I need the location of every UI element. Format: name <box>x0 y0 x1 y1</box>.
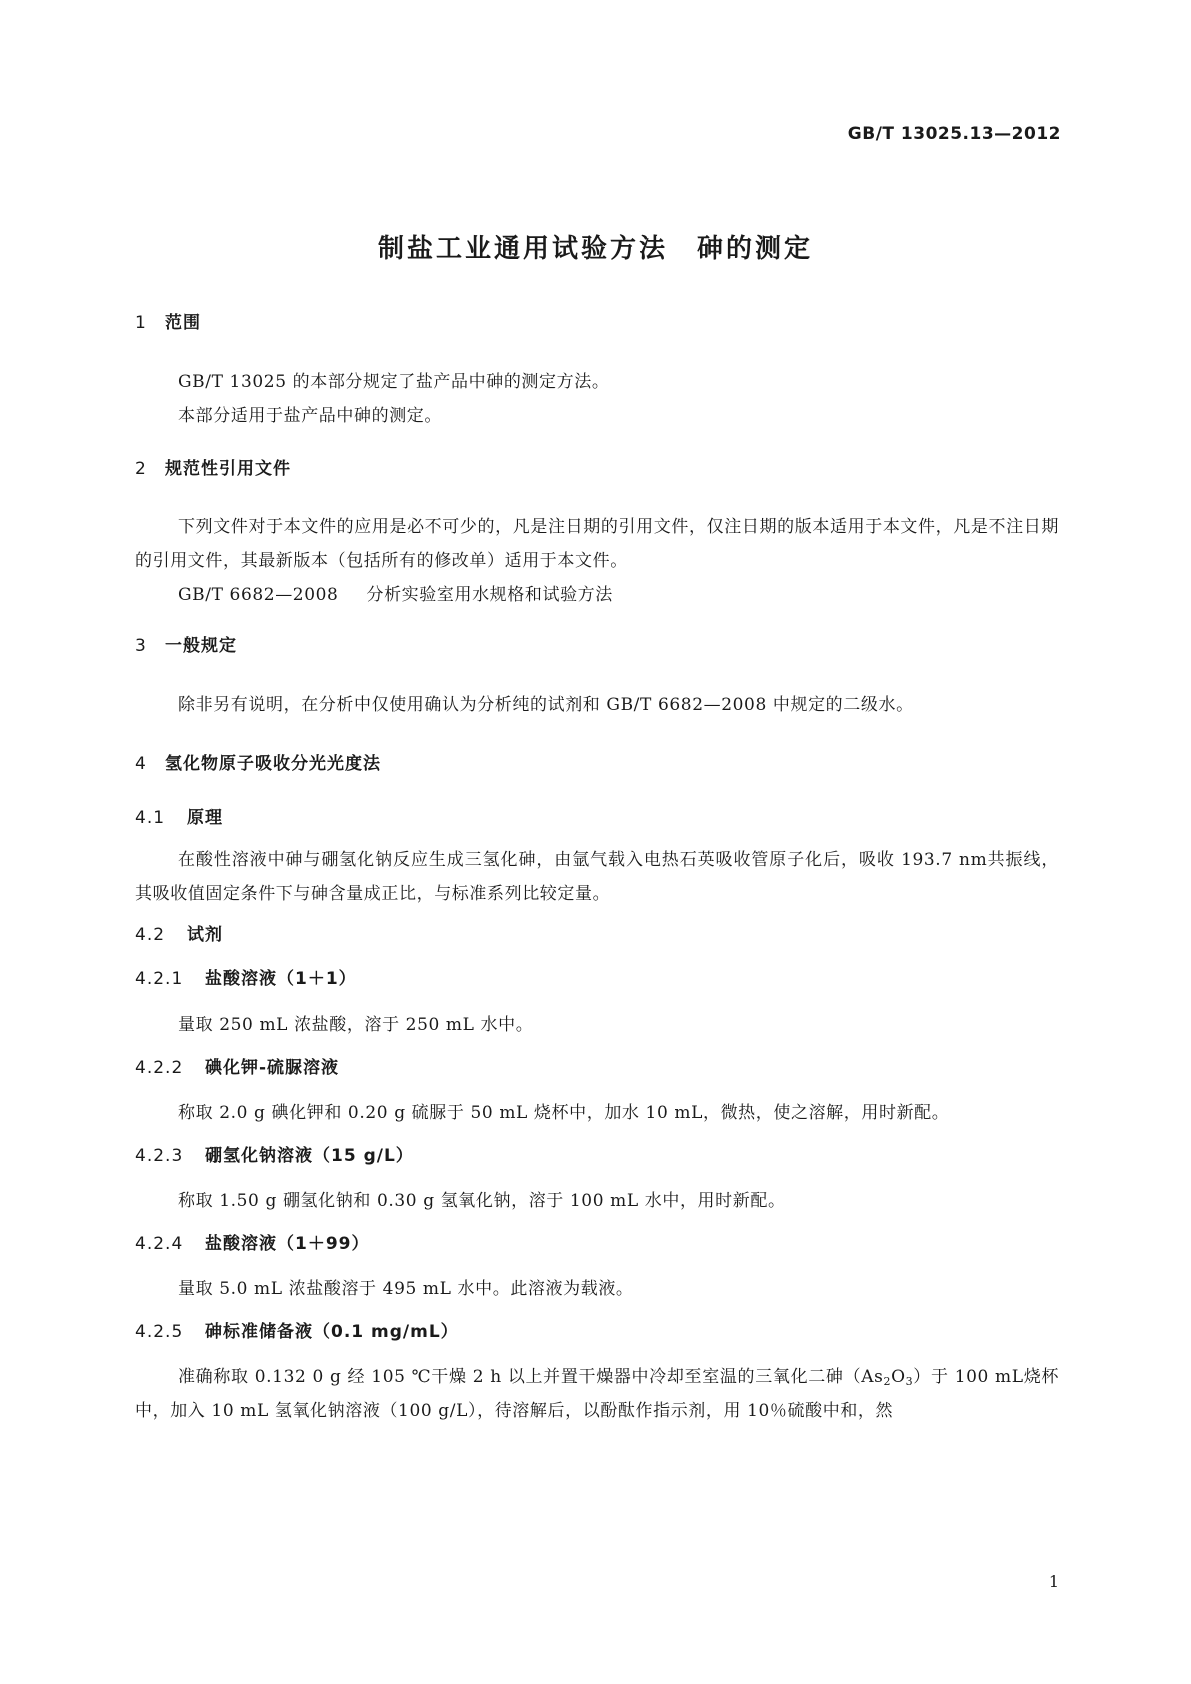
paragraph <box>135 1360 1059 1428</box>
section-title: 盐酸溶液（1＋99） <box>205 1234 370 1254</box>
section-heading <box>135 805 1059 831</box>
section-3-body <box>135 688 1059 722</box>
section-number: 4.2.4 <box>135 1234 184 1254</box>
paragraph: 本部分适用于盐产品中砷的测定。 <box>178 406 442 426</box>
section-heading <box>135 456 1059 482</box>
paragraph: 下列文件对于本文件的应用是必不可少的，凡是注日期的引用文件，仅注日期的版本适用于本文件，凡是不注日期的引用文件，其最新版本（包括所有的修改单）适用于本文件。 <box>135 517 1059 571</box>
section-number: 4.2.1 <box>135 969 184 989</box>
section-4-2-4-body <box>135 1272 1059 1306</box>
page-number: 1 <box>1048 1572 1059 1591</box>
section-heading <box>135 633 1059 659</box>
section-title: 氢化物原子吸收分光光度法 <box>165 754 381 774</box>
paragraph: 称取 2.0 g 碘化钾和 0.20 g 硫脲于 50 mL 烧杯中，加水 10 mL，微热，使之溶解，用时新配。 <box>178 1103 950 1123</box>
section-3 <box>135 633 1059 659</box>
paragraph: 在酸性溶液中砷与硼氢化钠反应生成三氢化砷，由氩气载入电热石英吸收管原子化后，吸收 193.7 nm共振线，其吸收值固定条件下与砷含量成正比，与标准系列比较定量。 <box>135 850 1059 904</box>
document-title: 制盐工业通用试验方法 砷的测定 <box>377 234 813 264</box>
paragraph: 量取 250 mL 浓盐酸，溶于 250 mL 水中。 <box>178 1015 534 1035</box>
section-1-body <box>135 365 1059 433</box>
section-number: 1 <box>135 313 147 333</box>
section-4-2-3 <box>135 1143 1059 1169</box>
section-heading <box>135 1143 1059 1169</box>
paragraph: 除非另有说明，在分析中仅使用确认为分析纯的试剂和 GB/T 6682—2008 中规定的二级水。 <box>178 695 914 715</box>
standard-code: GB/T 13025.13—2012 <box>847 124 1061 144</box>
paragraph: 量取 5.0 mL 浓盐酸溶于 495 mL 水中。此溶液为载液。 <box>178 1279 634 1299</box>
section-title: 碘化钾-硫脲溶液 <box>205 1058 340 1078</box>
section-number: 3 <box>135 636 147 656</box>
section-4 <box>135 751 1059 777</box>
section-heading <box>135 751 1059 777</box>
section-number: 4.2.5 <box>135 1322 184 1342</box>
section-heading <box>135 966 1059 992</box>
section-title: 范围 <box>165 313 201 333</box>
section-title: 砷标准储备液（0.1 mg/mL） <box>205 1322 459 1342</box>
reference-code: GB/T 6682—2008 <box>178 585 339 605</box>
section-heading <box>135 922 1059 948</box>
section-title: 试剂 <box>187 925 223 945</box>
section-2-body <box>135 510 1059 612</box>
text-run: ）于 100 mL烧杯中，加入 10 mL 氢氧化钠溶液（100 g/L），待溶解后，以酚酞作指示剂，用 10％硫酸中和，然 <box>135 1367 1059 1421</box>
section-title: 一般规定 <box>165 636 237 656</box>
section-title: 规范性引用文件 <box>165 459 291 479</box>
section-4-2-5 <box>135 1319 1059 1345</box>
text-run: O <box>891 1367 906 1387</box>
section-4-2-2 <box>135 1055 1059 1081</box>
section-title: 原理 <box>187 808 223 828</box>
section-heading <box>135 1231 1059 1257</box>
section-4-1 <box>135 805 1059 831</box>
section-heading <box>135 310 1059 336</box>
section-4-2 <box>135 922 1059 948</box>
section-number: 4 <box>135 754 147 774</box>
reference-title: 分析实验室用水规格和试验方法 <box>366 585 613 605</box>
section-heading <box>135 1319 1059 1345</box>
section-number: 4.2 <box>135 925 166 945</box>
section-4-1-body <box>135 843 1059 911</box>
section-4-2-1-body <box>135 1008 1059 1042</box>
paragraph: GB/T 13025 的本部分规定了盐产品中砷的测定方法。 <box>178 372 610 392</box>
section-title: 硼氢化钠溶液（15 g/L） <box>205 1146 414 1166</box>
section-number: 4.2.2 <box>135 1058 184 1078</box>
section-number: 4.2.3 <box>135 1146 184 1166</box>
text-run: 准确称取 0.132 0 g 经 105 ℃干燥 2 h 以上并置干燥器中冷却至室温的三氧化二砷（As <box>178 1367 884 1387</box>
subscript: 2 <box>883 1375 892 1388</box>
section-number: 4.1 <box>135 808 166 828</box>
section-title: 盐酸溶液（1＋1） <box>205 969 357 989</box>
section-number: 2 <box>135 459 147 479</box>
section-2 <box>135 456 1059 482</box>
paragraph: 称取 1.50 g 硼氢化钠和 0.30 g 氢氧化钠，溶于 100 mL 水中，用时新配。 <box>178 1191 786 1211</box>
section-4-2-1 <box>135 966 1059 992</box>
section-heading <box>135 1055 1059 1081</box>
section-4-2-4 <box>135 1231 1059 1257</box>
section-4-2-3-body <box>135 1184 1059 1218</box>
normative-reference <box>135 578 1059 612</box>
section-1 <box>135 310 1059 336</box>
subscript: 3 <box>905 1375 914 1388</box>
section-4-2-5-body <box>135 1360 1059 1428</box>
section-4-2-2-body <box>135 1096 1059 1130</box>
